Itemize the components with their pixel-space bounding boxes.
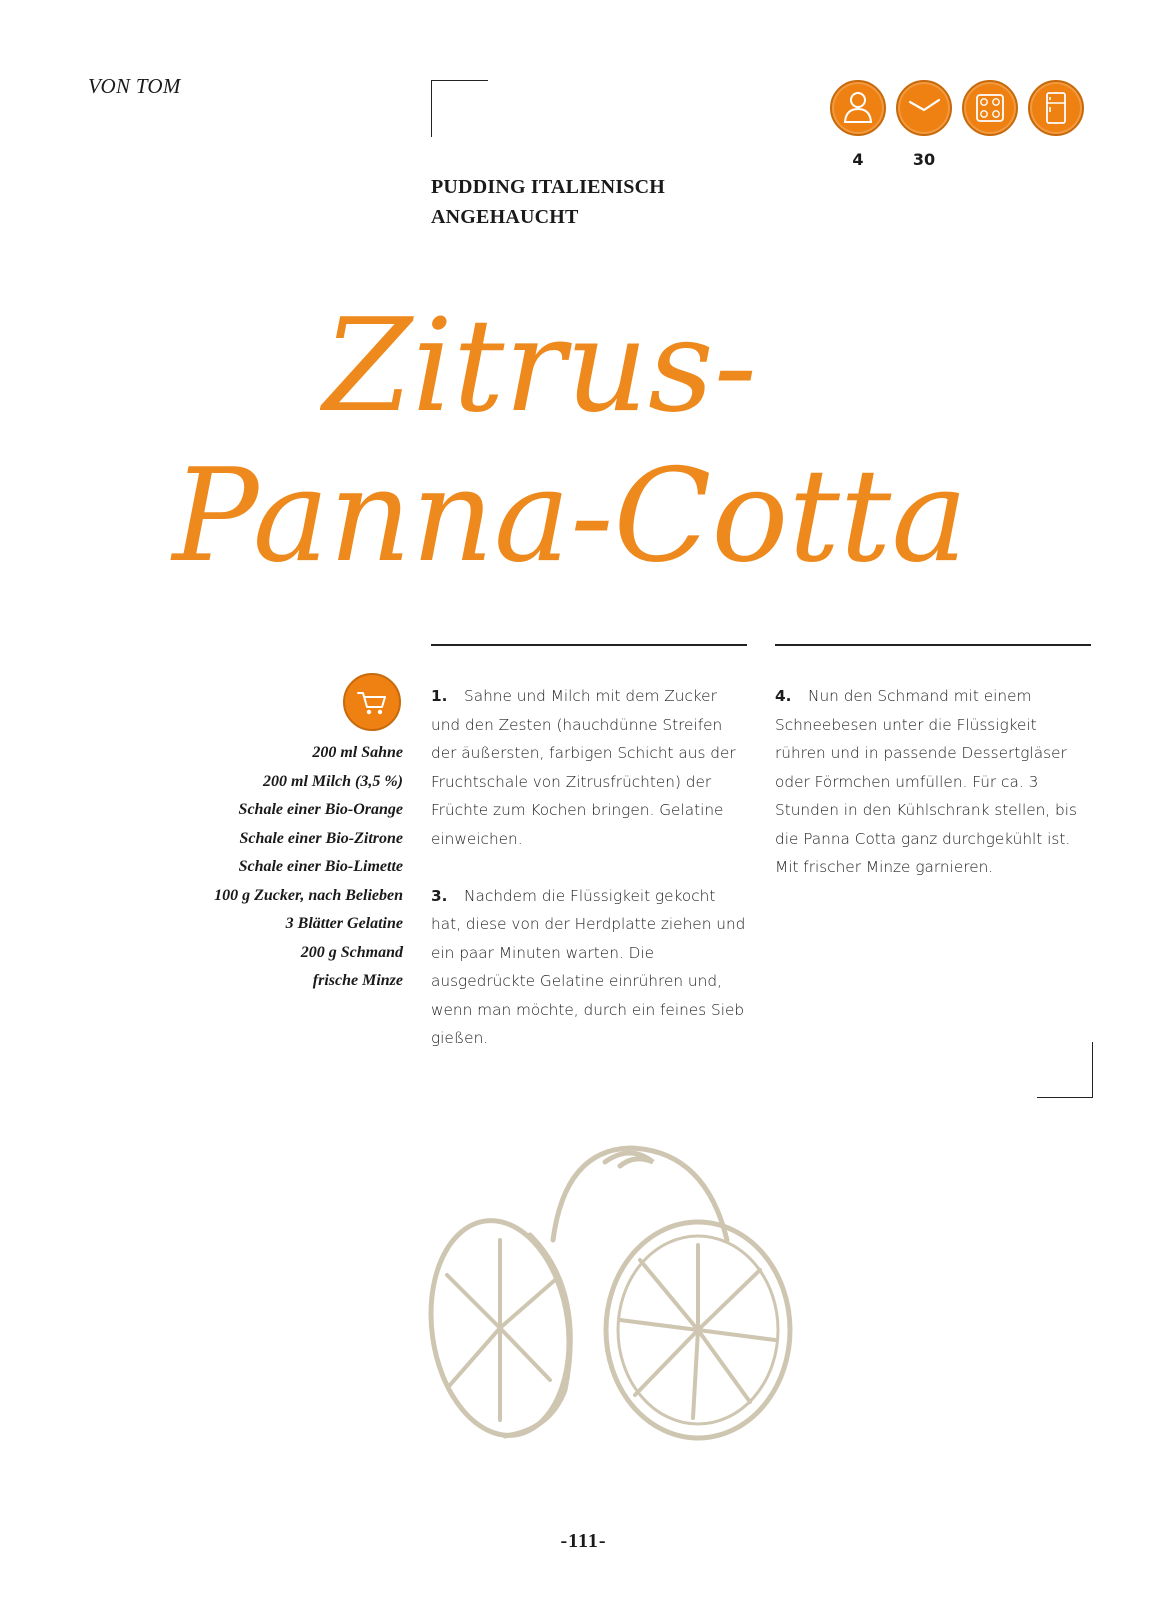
title-line-1: Zitrus- [323,292,757,441]
step-number: 4. [775,687,792,705]
ingredients-list [150,739,403,996]
step-text: Nun den Schmand mit einem Schneebesen unter die Flüssigkeit rühren und in passende Dessertgläser oder Förmchen umfüllen. Für ca. 3 Stunden in den Kühlschrank stellen, bis die Panna Cotta ganz durchgekühlt ist. Mit frischer Minze garnieren. [775,687,1077,876]
author-label: VON TOM [88,74,181,98]
stove-icon [962,80,1018,136]
steps-column-left [431,682,747,1081]
person-icon [830,80,886,136]
citrus-fruits-illustration [425,1140,805,1460]
column-rule-right [775,644,1091,646]
column-rule-left [431,644,747,646]
step-number: 3. [431,886,448,905]
servings-value: 4 [852,150,864,169]
ingredient-item: 200 ml Milch (3,5 %) [263,772,403,790]
ingredient-item: Schale einer Bio-Orange [238,801,403,818]
time-value: 30 [912,150,936,169]
ingredient-item: 3 Blätter Gelatine [285,915,403,932]
step-4 [775,682,1091,882]
corner-mark-bottom-right [1037,1042,1093,1098]
step-text: Nachdem die Flüssigkeit gekocht hat, diese von der Herdplatte ziehen und ein paar Minuten warten. Die ausgedrückte Gelatine einrühren und, wenn man möchte, durch ein feines Sieb gießen. [431,886,746,1047]
recipe-subtitle [431,172,731,232]
step-3 [431,882,747,1053]
ingredient-item: 200 g Schmand [300,943,403,961]
steps-column-right [775,682,1091,910]
corner-mark-top-left [431,80,488,137]
title-line-2: Panna-Cotta [172,442,968,591]
subtitle-line-2: ANGEHAUCHT [431,206,579,228]
step-number: 1. [431,687,448,705]
ingredient-item: frische Minze [312,972,403,989]
ingredient-item: 100 g Zucker, nach Belieben [214,886,403,904]
recipe-title [172,270,968,600]
step-text: Sahne und Milch mit dem Zucker und den Zesten (hauchdünne Streifen der äußersten, farbigen Schicht aus der Fruchtschale von Zitrusfrüchten) der Früchte zum Kochen bringen. Gelatine einweichen. [431,687,736,848]
clock-icon [896,80,952,136]
fridge-icon [1028,80,1084,136]
subtitle-line-1: PUDDING ITALIENISCH [431,176,666,198]
page-number: -111- [560,1530,607,1552]
shopping-cart-icon [343,673,401,731]
step-1 [431,682,747,853]
ingredient-item: Schale einer Bio-Limette [238,858,403,875]
ingredient-item: Schale einer Bio-Zitrone [239,829,403,847]
ingredient-item: 200 ml Sahne [312,744,403,761]
